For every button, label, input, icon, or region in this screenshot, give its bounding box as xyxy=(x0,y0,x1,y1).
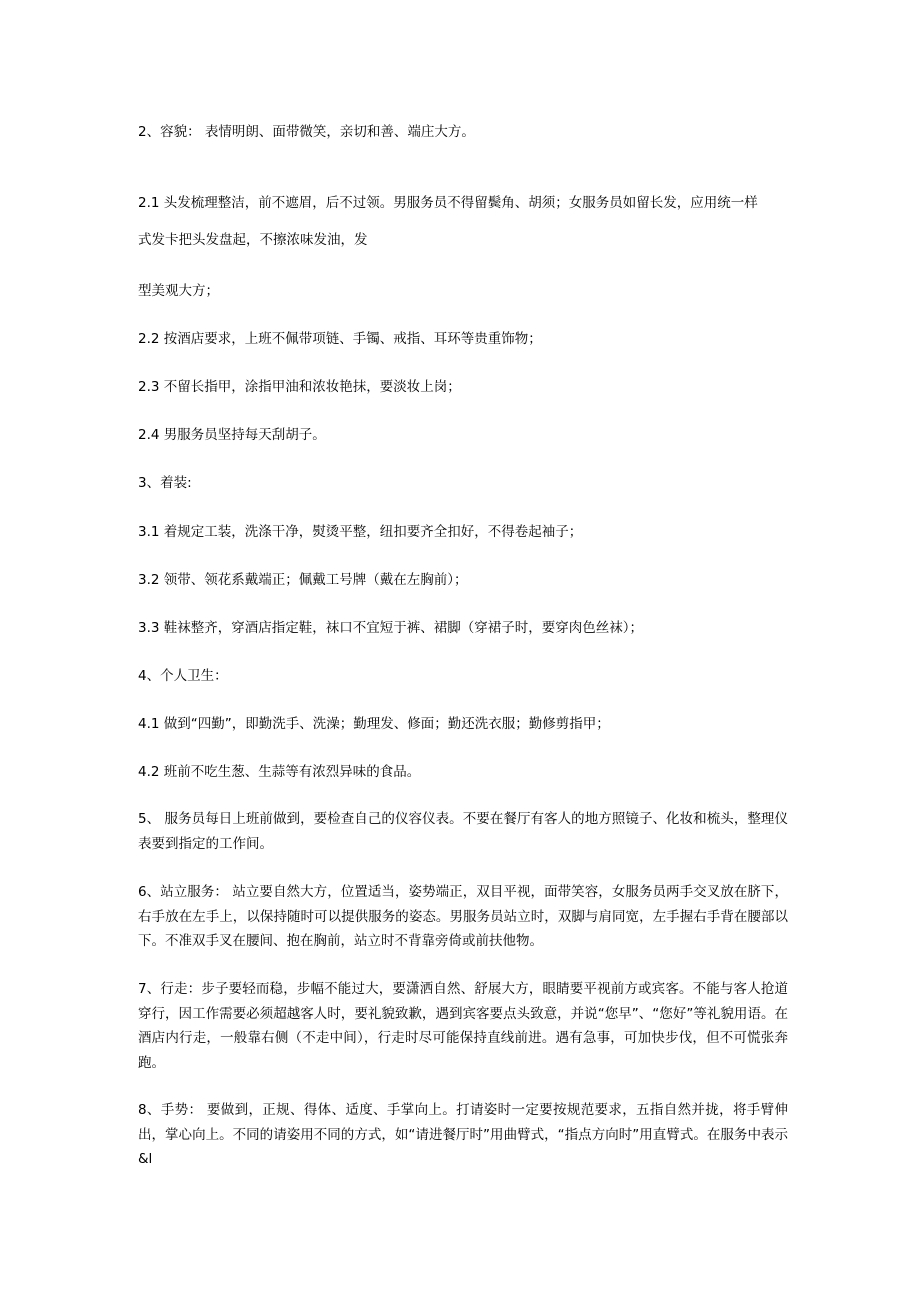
paragraph-2-2: 2.2 按酒店要求，上班不佩带项链、手镯、戒指、耳环等贵重饰物； xyxy=(138,331,542,347)
paragraph-7-walking: 7、行走：步子要轻而稳，步幅不能过大，要潇洒自然、舒展大方，眼睛要平视前方或宾客。不能与客人抢道穿行，因工作需要必须超越客人时，要礼貌致歉，遇到宾客要点头致意，并说“您早”、“您好”等礼貌用语。在酒店内行走，一般靠右侧（不走中间），行走时尽可能保持直线前进。遇有急事，可加快步伐，但不可慌张奔跑。 xyxy=(138,981,788,1071)
paragraph-3-1: 3.1 着规定工装，洗涤干净，熨烫平整，纽扣要齐全扣好，不得卷起袖子； xyxy=(138,524,583,540)
paragraph-hygiene-heading: 4、个人卫生： xyxy=(138,668,228,684)
paragraph-5: 5、 服务员每日上班前做到，要检查自己的仪容仪表。不要在餐厅有客人的地方照镜子、化妆和梳头，整理仪表要到指定的工作间。 xyxy=(138,811,788,852)
paragraph-3-3: 3.3 鞋袜整齐，穿酒店指定鞋，袜口不宜短于裤、裙脚（穿裙子时，要穿肉色丝袜）； xyxy=(138,620,644,636)
paragraph-8-gestures: 8、手势： 要做到，正规、得体、适度、手掌向上。打请姿时一定要按规范要求，五指自然并拢，将手臂伸出，掌心向上。不同的请姿用不同的方式，如“请进餐厅时”用曲臂式，“指点方向时”用直臂式。在服务中表示&l xyxy=(138,1102,788,1167)
paragraph-4-1: 4.1 做到“四勤”，即勤洗手、洗澡；勤理发、修面；勤还洗衣服；勤修剪指甲； xyxy=(138,716,610,732)
paragraph-3-2: 3.2 领带、领花系戴端正；佩戴工号牌（戴在左胸前）； xyxy=(138,572,468,588)
paragraph-6-standing: 6、站立服务： 站立要自然大方，位置适当，姿势端正，双目平视，面带笑容，女服务员两手交叉放在脐下，右手放在左手上，以保持随时可以提供服务的姿态。男服务员站立时，双脚与肩同宽，左手握右手背在腰部以下。不准双手叉在腰间、抱在胸前，站立时不背靠旁倚或前扶他物。 xyxy=(138,884,788,949)
paragraph-2-4: 2.4 男服务员坚持每天刮胡子。 xyxy=(138,427,326,443)
paragraph-2-1-line-3: 型美观大方； xyxy=(138,283,219,299)
paragraph-4-2: 4.2 班前不吃生葱、生蒜等有浓烈异味的食品。 xyxy=(138,764,421,780)
paragraph-2-1-line-2: 式发卡把头发盘起，不擦浓味发油，发 xyxy=(138,232,368,248)
paragraph-dress-heading: 3、着装: xyxy=(138,475,192,491)
paragraph-appearance-heading: 2、容貌： 表情明朗、面带微笑，亲切和善、端庄大方。 xyxy=(138,124,475,140)
paragraph-2-3: 2.3 不留长指甲，涂指甲油和浓妆艳抹，要淡妆上岗； xyxy=(138,379,461,395)
paragraph-2-1-line-1: 2.1 头发梳理整洁，前不遮眉，后不过领。男服务员不得留鬓角、胡须；女服务员如留长发，应用统一样 xyxy=(138,195,758,211)
